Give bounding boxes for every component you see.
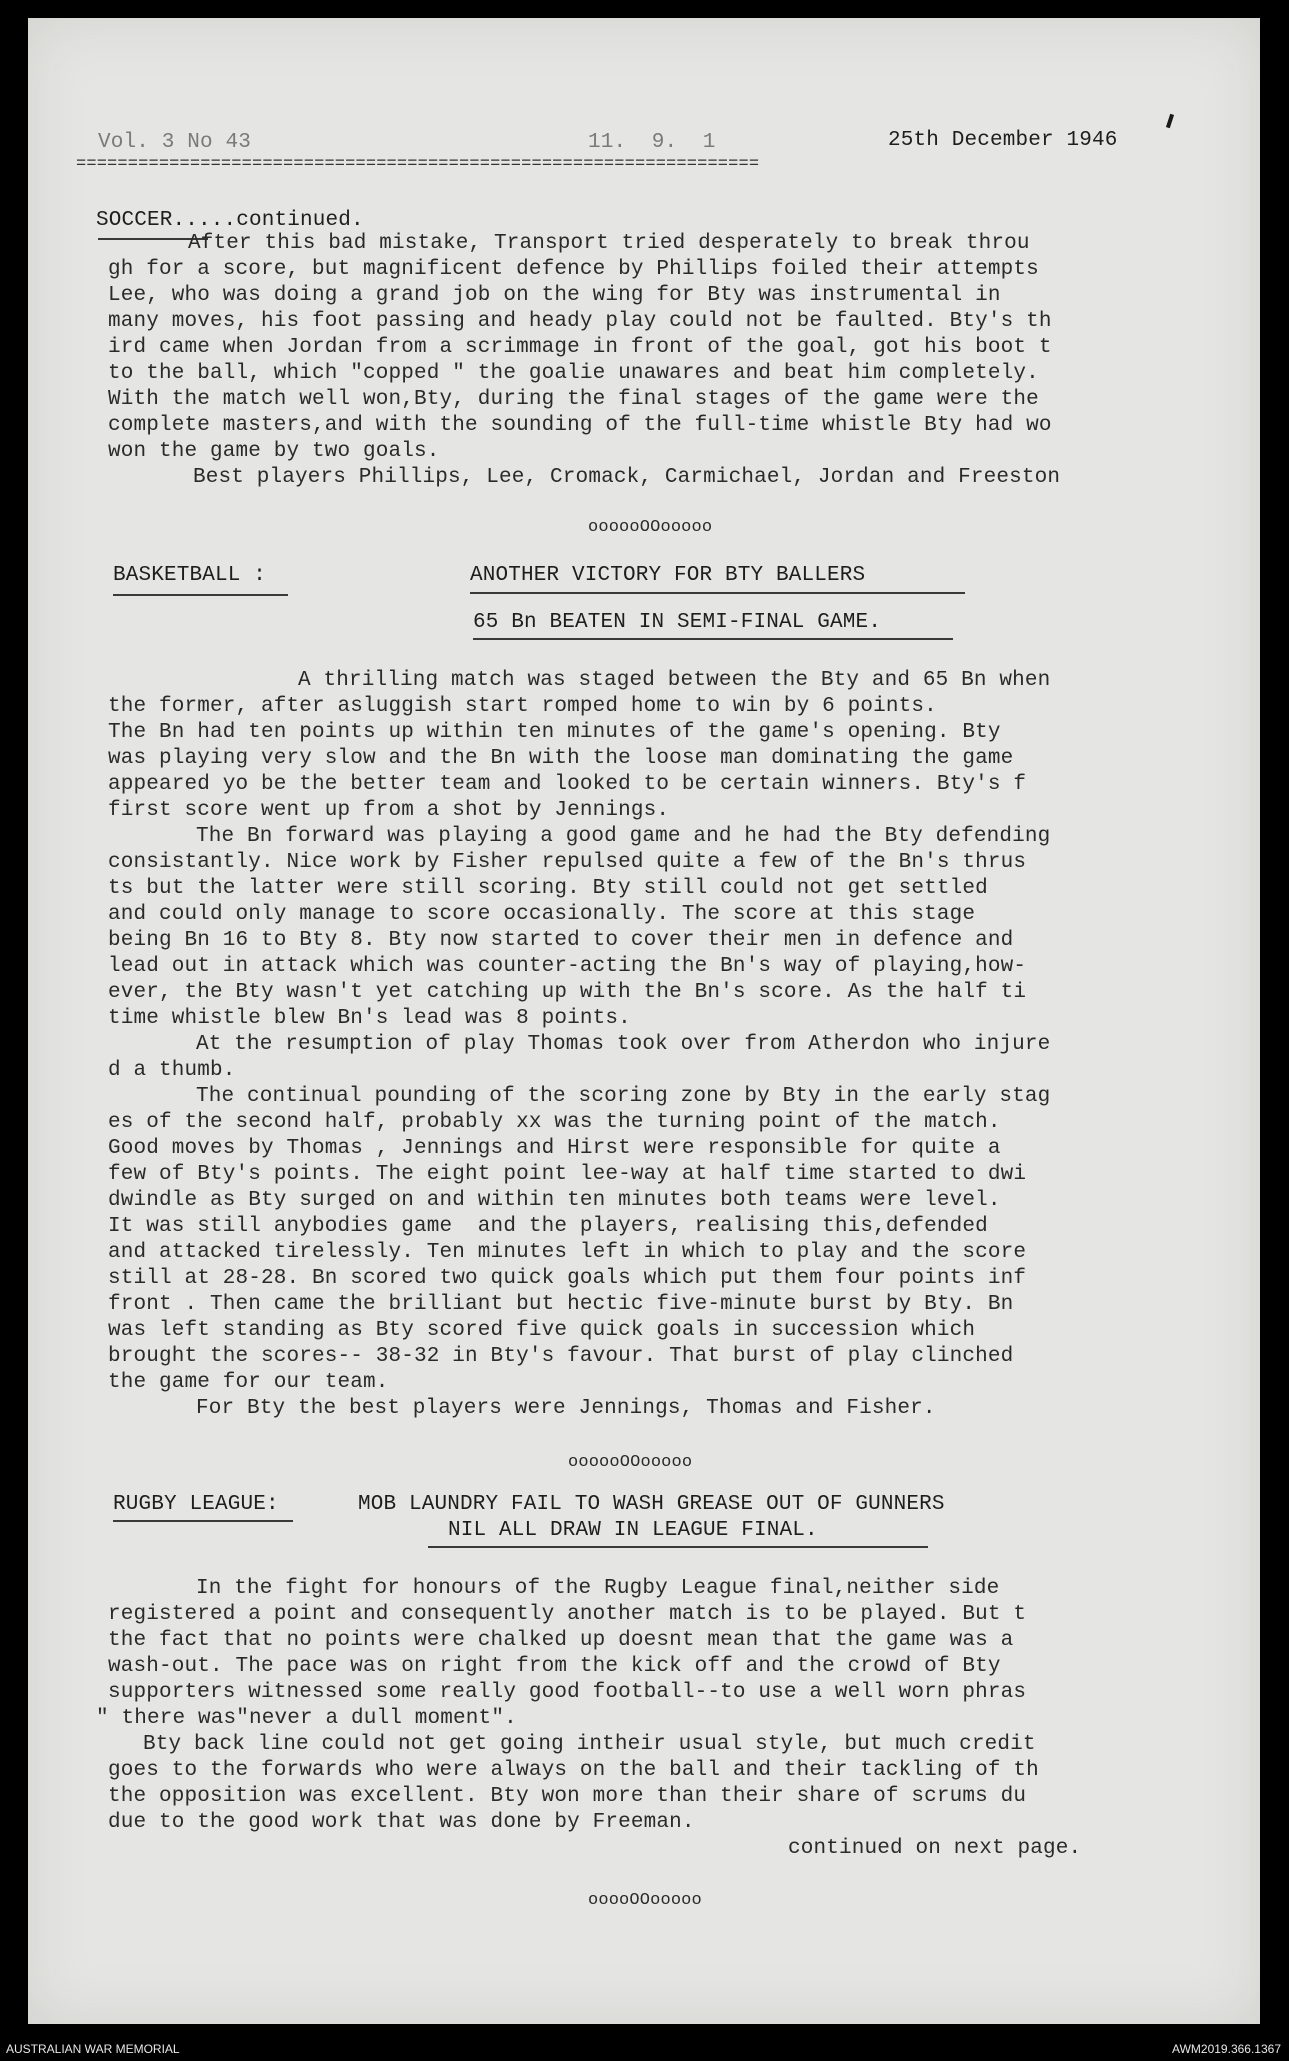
soccer-line: many moves, his foot passing and heady play could not be faulted. Bty's th [108,310,1052,333]
basketball-label: BASKETBALL : [113,564,267,587]
soccer-line: won the game by two goals. [108,440,440,463]
issue-center: 11. 9. 1 [588,131,716,154]
soccer-line: With the match well won,Bty, during the final stages of the game were the [108,388,1039,411]
basketball-line: dwindle as Bty surged on and within ten minutes both teams were level. [108,1189,1001,1212]
rugby-subheadline: NIL ALL DRAW IN LEAGUE FINAL. [448,1519,818,1542]
basketball-line: still at 28-28. Bn scored two quick goals which put them four points inf [108,1267,1027,1290]
rugby-label: RUGBY LEAGUE: [113,1493,279,1516]
rugby-line: wash-out. The pace was on right from the kick off and the crowd of Bty [108,1655,1001,1678]
soccer-line: ird came when Jordan from a scrimmage in front of the goal, got his boot t [108,336,1052,359]
ink-mark [1166,114,1174,129]
section-divider: oooooOOooooo [568,1453,693,1472]
rugby-line: supporters witnessed some really good football--to use a well worn phras [108,1681,1027,1704]
section-divider: oooooOOooooo [588,518,713,537]
basketball-line: A thrilling match was staged between the Bty and 65 Bn when [298,669,1051,692]
soccer-line: Lee, who was doing a grand job on the wing for Bty was instrumental in [108,284,1001,307]
basketball-line: The Bn forward was playing a good game and he had the Bty defending [196,825,1051,848]
basketball-line: brought the scores-- 38-32 in Bty's favour. That burst of play clinched [108,1345,1014,1368]
basketball-best-players: For Bty the best players were Jennings, Thomas and Fisher. [196,1397,936,1420]
rugby-line: the opposition was excellent. Bty won more than their share of scrums du [108,1785,1027,1808]
document-page [28,18,1260,2024]
rugby-headline: MOB LAUNDRY FAIL TO WASH GREASE OUT OF GUNNERS [358,1493,945,1516]
rugby-line: In the fight for honours of the Rugby League final,neither side [196,1577,1000,1600]
basketball-line: d a thumb. [108,1059,236,1082]
rugby-subheadline-underline [428,1546,928,1548]
basketball-label-underline [113,594,288,596]
basketball-subheadline-underline [473,638,953,640]
soccer-best-players: Best players Phillips, Lee, Cromack, Carmichael, Jordan and Freeston [193,466,1061,489]
archive-footer [0,2037,1289,2061]
basketball-line: ts but the latter were still scoring. Bty still could not get settled [108,877,988,900]
header-rule: ================================================================== [76,155,760,174]
continued-note: continued on next page. [788,1837,1082,1860]
basketball-line: first score went up from a shot by Jennings. [108,799,670,822]
basketball-line: being Bn 16 to Bty 8. Bty now started to cover their men in defence and [108,929,1014,952]
basketball-line: es of the second half, probably xx was the turning point of the match. [108,1111,1001,1134]
basketball-line: Good moves by Thomas , Jennings and Hirst were responsible for quite a [108,1137,1001,1160]
basketball-headline-underline [470,592,965,594]
archive-name: AUSTRALIAN WAR MEMORIAL [6,2042,180,2056]
basketball-line: few of Bty's points. The eight point lee-way at half time started to dwi [108,1163,1027,1186]
basketball-line: At the resumption of play Thomas took over from Atherdon who injure [196,1033,1051,1056]
soccer-heading: SOCCER.....continued. [96,209,364,232]
section-divider: ooooOOooooo [588,1891,702,1910]
basketball-line: and attacked tirelessly. Ten minutes left in which to play and the score [108,1241,1027,1264]
basketball-line: was playing very slow and the Bn with the loose man dominating the game [108,747,1014,770]
basketball-line: was left standing as Bty scored five quick goals in succession which [108,1319,976,1342]
soccer-line: gh for a score, but magnificent defence by Phillips foiled their attempts [108,258,1039,281]
rugby-line: goes to the forwards who were always on the ball and their tackling of th [108,1759,1039,1782]
soccer-line: After this bad mistake, Transport tried desperately to break throu [188,232,1030,255]
basketball-headline: ANOTHER VICTORY FOR BTY BALLERS [470,564,866,587]
basketball-line: front . Then came the brilliant but hectic five-minute burst by Bty. Bn [108,1293,1014,1316]
basketball-line: the game for our team. [108,1371,389,1394]
basketball-subheadline: 65 Bn BEATEN IN SEMI-FINAL GAME. [473,611,882,634]
basketball-line: time whistle blew Bn's lead was 8 points. [108,1007,631,1030]
basketball-line: the former, after asluggish start romped home to win by 6 points. [108,695,937,718]
rugby-line: the fact that no points were chalked up doesnt mean that the game was a [108,1629,1014,1652]
basketball-line: The continual pounding of the scoring zone by Bty in the early stag [196,1085,1051,1108]
basketball-line: lead out in attack which was counter-acting the Bn's way of playing,how- [108,955,1027,978]
rugby-line: due to the good work that was done by Freeman. [108,1811,695,1834]
soccer-line: to the ball, which "copped " the goalie unawares and beat him completely. [108,362,1039,385]
rugby-line: Bty back line could not get going intheir usual style, but much credit [143,1733,1036,1756]
basketball-line: consistantly. Nice work by Fisher repulsed quite a few of the Bn's thrus [108,851,1027,874]
basketball-line: appeared yo be the better team and looked to be certain winners. Bty's f [108,773,1027,796]
rugby-line: registered a point and consequently another match is to be played. But t [108,1603,1027,1626]
basketball-line: and could only manage to score occasionally. The score at this stage [108,903,976,926]
soccer-line: complete masters,and with the sounding of the full-time whistle Bty had wo [108,414,1052,437]
archive-reference: AWM2019.366.1367 [1172,2042,1281,2056]
basketball-line: The Bn had ten points up within ten minutes of the game's opening. Bty [108,721,1001,744]
rugby-label-underline [113,1520,293,1522]
issue-date: 25th December 1946 [888,129,1118,152]
rugby-line: " there was"never a dull moment". [96,1707,517,1730]
basketball-line: It was still anybodies game and the players, realising this,defended [108,1215,988,1238]
issue-number: Vol. 3 No 43 [98,131,252,154]
basketball-line: ever, the Bty wasn't yet catching up with the Bn's score. As the half ti [108,981,1027,1004]
